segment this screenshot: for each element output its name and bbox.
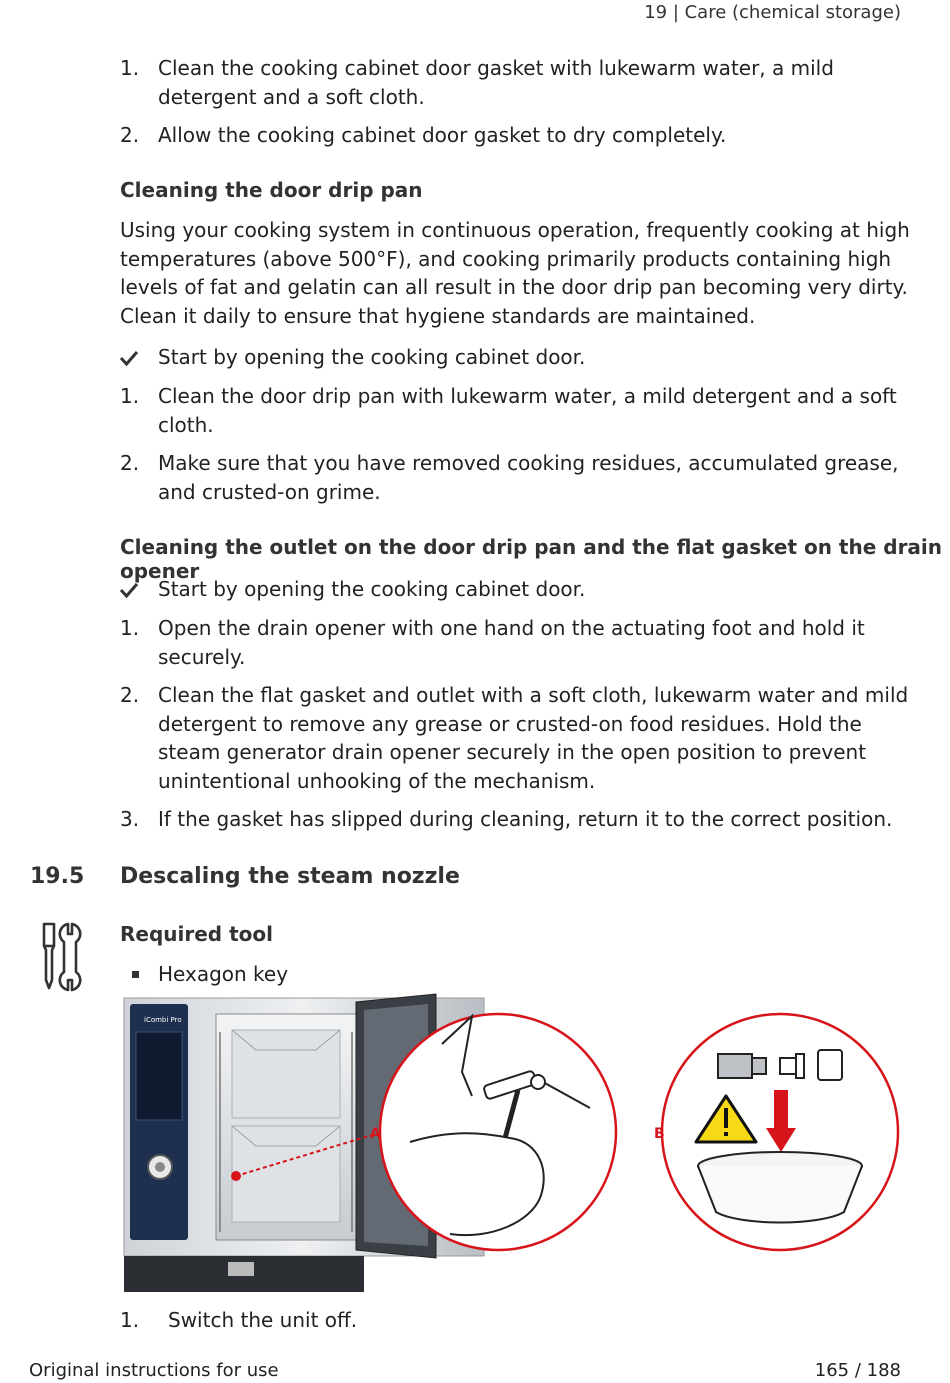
precondition-text: Start by opening the cooking cabinet door. — [158, 345, 586, 369]
step-text: If the gasket has slipped during cleaning, return it to the correct position. — [158, 807, 893, 831]
step-number: 3. — [120, 807, 140, 831]
step-text: Allow the cooking cabinet door gasket to dry completely. — [158, 123, 727, 147]
outlet-heading: Cleaning the outlet on the door drip pan and the flat gasket on the drain opener — [120, 535, 943, 583]
step-number: 2. — [120, 123, 140, 147]
checkmark-icon — [120, 349, 138, 367]
step-number: 2. — [120, 451, 140, 475]
brand-label: iCombi Pro — [144, 1016, 182, 1024]
step-text: Clean the door drip pan with lukewarm water, a mild detergent and a soft cloth. — [158, 384, 897, 437]
label-a: A — [370, 1126, 381, 1142]
required-tool-heading: Required tool — [120, 922, 273, 946]
descaling-illustration — [120, 992, 910, 1297]
step-number: 1. — [120, 1308, 140, 1332]
step-text: Clean the cooking cabinet door gasket with lukewarm water, a mild detergent and a soft cloth. — [158, 56, 834, 109]
step-text: Switch the unit off. — [168, 1308, 358, 1332]
step-number: 1. — [120, 616, 140, 640]
step-number: 1. — [120, 384, 140, 408]
footer-doc-type: Original instructions for use — [29, 1360, 279, 1381]
tool-name: Hexagon key — [158, 962, 289, 986]
section-number: 19.5 — [30, 864, 85, 889]
section-title: Descaling the steam nozzle — [120, 864, 460, 889]
step-text: Clean the flat gasket and outlet with a soft cloth, lukewarm water and mild detergent to remove any grease or crusted-on food residues. Hold the steam generator drain opener securely in the open position to prevent unintentional unhooking of the mechanism. — [158, 683, 909, 793]
step-text: Make sure that you have removed cooking residues, accumulated grease, and crusted-on grime. — [158, 451, 899, 504]
descaling-bowl — [698, 1152, 862, 1223]
step-text: Open the drain opener with one hand on the actuating foot and hold it securely. — [158, 616, 865, 669]
bullet-icon — [132, 971, 139, 978]
step-number: 1. — [120, 56, 140, 80]
tools-icon — [38, 920, 90, 994]
drip-pan-intro: Using your cooking system in continuous operation, frequently cooking at high temperatures (above 500°F), and cooking primarily products containing high levels of fat and gelatin can all result in the door drip pan becoming very dirty. Clean it daily to ensure that hygiene standards are maintained. — [120, 218, 910, 328]
label-b: B — [654, 1126, 665, 1142]
chapter-header: 19 | Care (chemical storage) — [644, 2, 901, 23]
precondition-text: Start by opening the cooking cabinet door. — [158, 577, 586, 601]
checkmark-icon — [120, 581, 138, 599]
page-number: 165 / 188 — [814, 1360, 901, 1381]
detail-circle-a — [380, 1014, 616, 1250]
step-number: 2. — [120, 683, 140, 707]
drip-pan-heading: Cleaning the door drip pan — [120, 178, 423, 202]
